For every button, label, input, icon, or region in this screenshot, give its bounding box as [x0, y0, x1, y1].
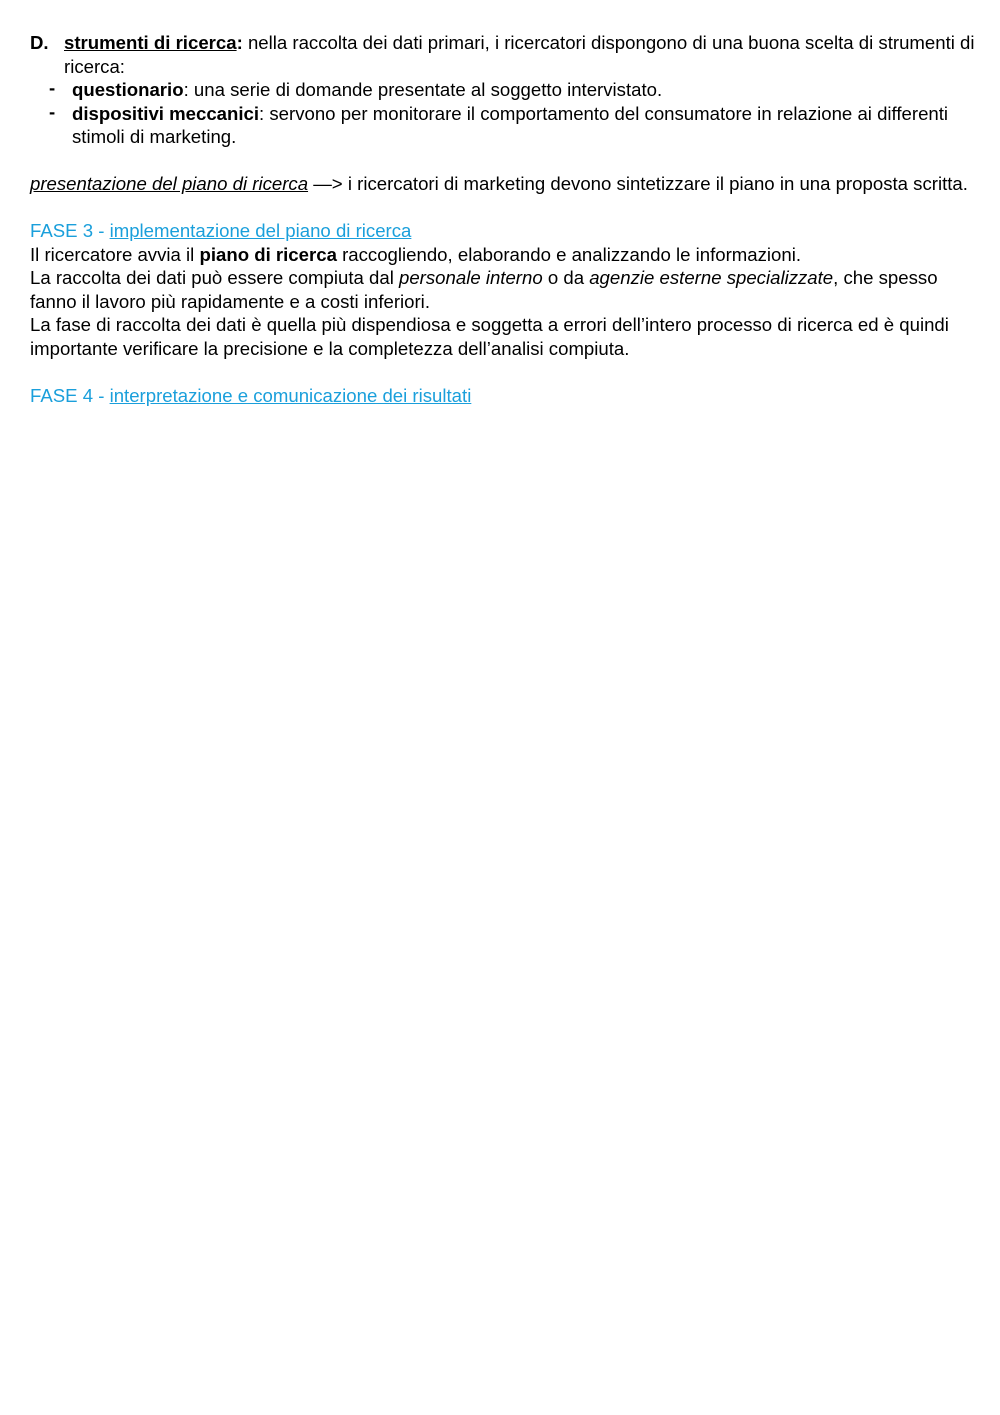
- phase-3-paragraph-3: La fase di raccolta dei dati è quella più dispendiosa e soggetta a errori dell’intero processo di ricerca ed è quindi importante verificare la precisione e la completezza dell’analisi compiuta.: [30, 314, 949, 359]
- phase-3-paragraph-2: [30, 266, 975, 313]
- piano-di-ricerca-term: piano di ricerca: [199, 243, 337, 265]
- phase-4-heading: [30, 384, 975, 408]
- spacer: [30, 196, 975, 220]
- list-item-d: [30, 31, 975, 149]
- phase-3-heading: [30, 219, 975, 243]
- spacer: [30, 149, 975, 173]
- text-run: Il ricercatore avvia il: [30, 243, 200, 265]
- text-run: raccogliendo, elaborando e analizzando le informazioni.: [336, 243, 802, 265]
- text-run: , che spesso fanno il lavoro più rapidamente e a costi inferiori.: [30, 267, 938, 312]
- instrument-list: [49, 77, 975, 149]
- spacer: [30, 360, 975, 384]
- list-item: [49, 100, 975, 149]
- presentation-term: presentazione del piano di ricerca: [30, 173, 309, 194]
- presentation-paragraph: [30, 172, 975, 196]
- dash-bullet: -: [49, 77, 56, 98]
- list-item: [49, 77, 975, 102]
- item-d-text: [64, 32, 975, 77]
- phase-3-paragraph-1: [30, 243, 975, 267]
- personale-interno-term: personale interno: [399, 267, 543, 288]
- phase-3-prefix: FASE 3 -: [30, 220, 110, 241]
- list-marker: D.: [30, 32, 49, 53]
- phase-3-link[interactable]: implementazione del piano di ricerca: [109, 220, 412, 241]
- phase-4-link[interactable]: interpretazione e comunicazione dei risultati: [109, 384, 472, 406]
- bullet-term: dispositivi meccanici: [72, 102, 260, 124]
- text-run: o da: [542, 267, 590, 288]
- bullet-text: : una serie di domande presentate al soggetto intervistato.: [183, 79, 663, 100]
- agenzie-esterne-term: agenzie esterne specializzate: [589, 267, 834, 288]
- presentation-text: —> i ricercatori di marketing devono sintetizzare il piano in una proposta scritta.: [308, 173, 968, 194]
- phase-4-prefix: FASE 4 -: [30, 384, 110, 406]
- bullet-text: : servono per monitorare il comportamento del consumatore in relazione ai differenti stimoli di marketing.: [72, 102, 949, 147]
- document-page: [30, 31, 975, 407]
- item-d-term: strumenti di ricerca: [64, 32, 237, 53]
- bullet-term: questionario: [72, 79, 184, 100]
- item-d-description: nella raccolta dei dati primari, i ricercatori dispongono di una buona scelta di strumenti di ricerca:: [64, 32, 975, 77]
- dash-bullet: -: [49, 100, 56, 122]
- item-d-colon: :: [236, 32, 243, 53]
- text-run: La raccolta dei dati può essere compiuta dal: [30, 267, 399, 288]
